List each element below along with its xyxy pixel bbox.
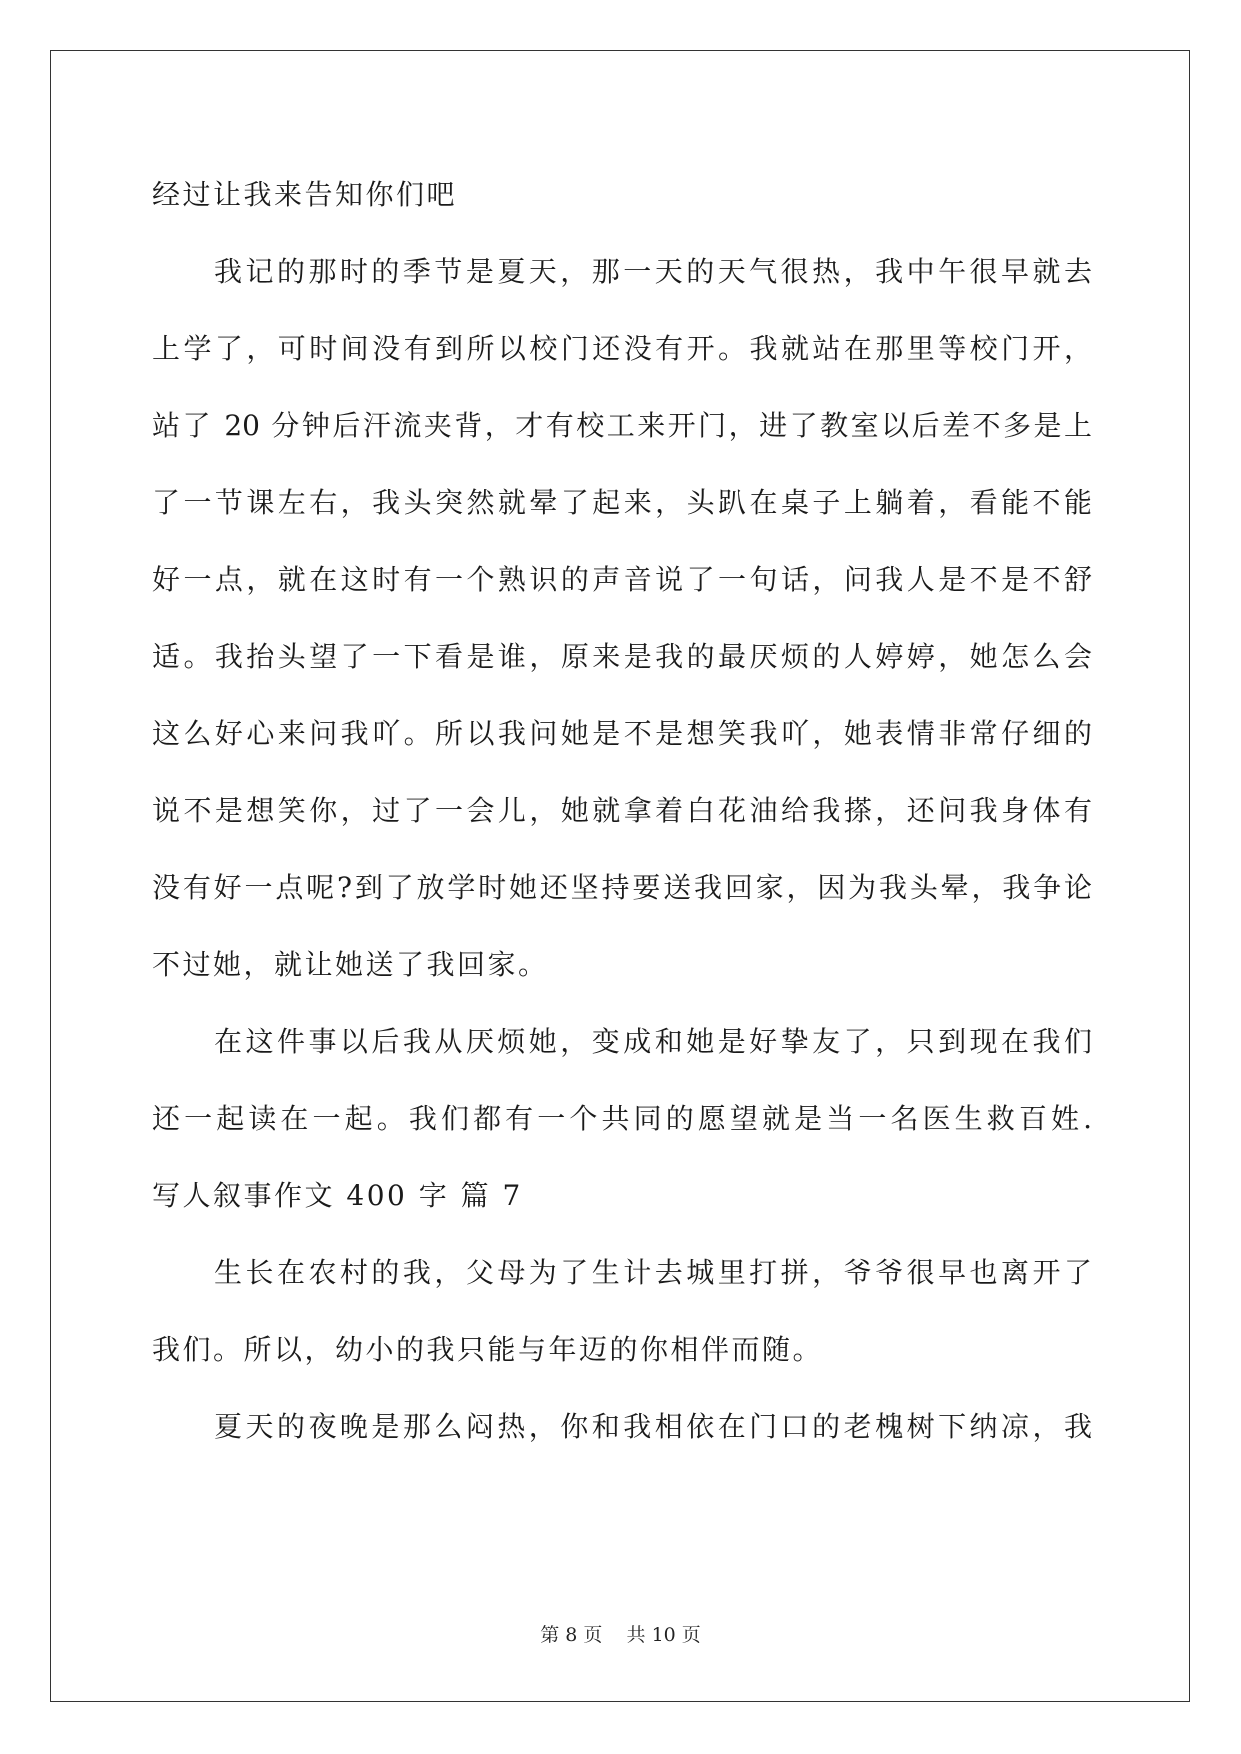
text-line-17: 夏天的夜晚是那么闷热，你和我相依在门口的老槐树下纳凉，我 — [214, 1410, 1092, 1443]
text-line-4: 站了 20 分钟后汗流夹背，才有校工来开门，进了教室以后差不多是上 — [152, 409, 1092, 442]
text-line-5: 了一节课左右，我头突然就晕了起来，头趴在桌子上躺着，看能不能 — [152, 486, 1092, 519]
section-heading: 写人叙事作文 400 字 篇 7 — [152, 1179, 523, 1212]
text-line-9: 说不是想笑你，过了一会儿，她就拿着白花油给我搽，还问我身体有 — [152, 794, 1092, 827]
document-body — [152, 156, 1092, 1465]
text-line-1: 经过让我来告知你们吧 — [152, 178, 458, 211]
text-line-8: 这么好心来问我吖。所以我问她是不是想笑我吖，她表情非常仔细的 — [152, 717, 1092, 750]
text-line-16: 我们。所以，幼小的我只能与年迈的你相伴而随。 — [152, 1333, 824, 1366]
text-line-11: 不过她，就让她送了我回家。 — [152, 948, 549, 981]
text-line-3: 上学了，可时间没有到所以校门还没有开。我就站在那里等校门开， — [152, 332, 1092, 365]
text-line-12: 在这件事以后我从厌烦她，变成和她是好挚友了，只到现在我们 — [214, 1025, 1092, 1058]
text-line-2: 我记的那时的季节是夏天，那一天的天气很热，我中午很早就去 — [214, 255, 1092, 288]
text-line-7: 适。我抬头望了一下看是谁，原来是我的最厌烦的人婷婷，她怎么会 — [152, 640, 1092, 673]
text-line-10: 没有好一点呢?到了放学时她还坚持要送我回家，因为我头晕，我争论 — [152, 871, 1092, 904]
text-line-6: 好一点，就在这时有一个熟识的声音说了一句话，问我人是不是不舒 — [152, 563, 1092, 596]
text-line-15: 生长在农村的我，父母为了生计去城里打拼，爷爷很早也离开了 — [214, 1256, 1092, 1289]
text-line-13: 还一起读在一起。我们都有一个共同的愿望就是当一名医生救百姓. — [152, 1102, 1092, 1135]
page-number-footer: 第 8 页 共 10 页 — [540, 1624, 701, 1646]
